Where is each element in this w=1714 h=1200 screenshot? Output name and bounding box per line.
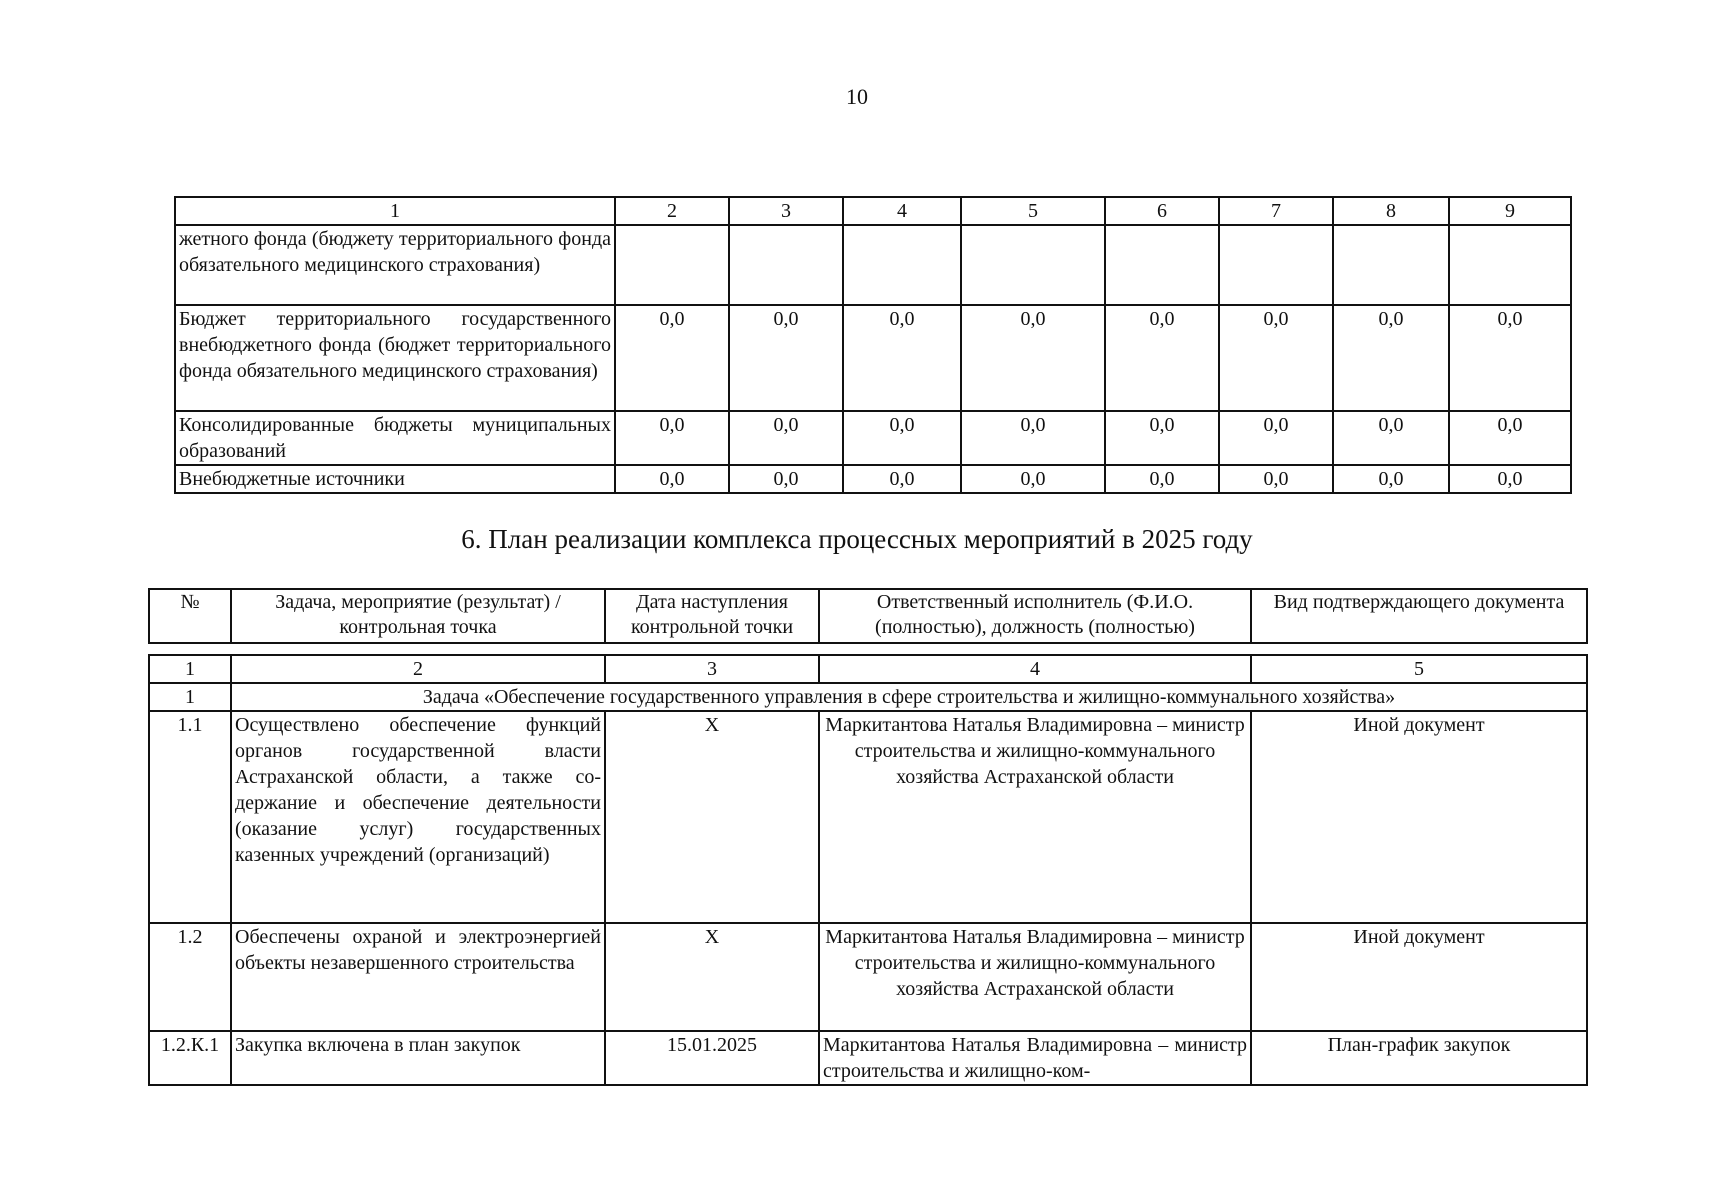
table-row xyxy=(175,225,1571,305)
table-row xyxy=(149,923,1587,1031)
column-number: 2 xyxy=(231,655,605,683)
funding-table xyxy=(174,196,1572,494)
value-cell: 0,0 xyxy=(1105,305,1219,411)
responsible-executor: Маркитантова Наталья Владимировна – министр строительства и жилищно-коммунального хозяйства Астраханской области xyxy=(819,923,1251,1031)
value-cell xyxy=(843,225,961,305)
activity-text: Закупка включена в план закупок xyxy=(231,1031,605,1085)
value-cell: 0,0 xyxy=(1105,465,1219,493)
value-cell: 0,0 xyxy=(1333,305,1449,411)
responsible-executor: Маркитантова Наталья Владимировна – министр строительства и жилищно-ком- xyxy=(819,1031,1251,1085)
value-cell: 0,0 xyxy=(1333,465,1449,493)
value-cell xyxy=(961,225,1105,305)
header-cell: 7 xyxy=(1219,197,1333,225)
value-cell: 0,0 xyxy=(843,465,961,493)
header-cell: № xyxy=(149,589,231,643)
column-number: 3 xyxy=(605,655,819,683)
header-cell: 4 xyxy=(843,197,961,225)
value-cell: 0,0 xyxy=(729,465,843,493)
row-number: 1.2 xyxy=(149,923,231,1031)
table-row xyxy=(175,411,1571,465)
header-cell: 2 xyxy=(615,197,729,225)
table-row xyxy=(175,305,1571,411)
row-label: Бюджет территориального государственного внебюджетного фонда (бюджет территориального фонда обязательного медицинского страхования) xyxy=(175,305,615,411)
value-cell: 0,0 xyxy=(961,465,1105,493)
column-number: 1 xyxy=(149,655,231,683)
header-cell: Задача, мероприятие (результат) / контрольная точка xyxy=(231,589,605,643)
column-number-row xyxy=(149,655,1587,683)
value-cell: 0,0 xyxy=(961,411,1105,465)
row-label: жетного фонда (бюджету территориального фонда обязательного медицинского страхования) xyxy=(175,225,615,305)
row-number: 1.1 xyxy=(149,711,231,923)
value-cell xyxy=(729,225,843,305)
value-cell xyxy=(1105,225,1219,305)
funding-header-row xyxy=(175,197,1571,225)
document-type: Иной документ xyxy=(1251,923,1587,1031)
value-cell xyxy=(1219,225,1333,305)
value-cell: 0,0 xyxy=(1449,411,1571,465)
value-cell xyxy=(1449,225,1571,305)
value-cell: 0,0 xyxy=(615,411,729,465)
task-title: Задача «Обеспечение государственного управления в сфере строительства и жилищно-коммунального хозяйства» xyxy=(231,683,1587,711)
value-cell: 0,0 xyxy=(729,411,843,465)
header-cell: 9 xyxy=(1449,197,1571,225)
value-cell: 0,0 xyxy=(1449,305,1571,411)
table-row xyxy=(149,1031,1587,1085)
value-cell: 0,0 xyxy=(843,411,961,465)
activity-text: Обеспечены охраной и электроэнергией объекты незавершенного строительства xyxy=(231,923,605,1031)
plan-table xyxy=(148,654,1588,1086)
value-cell: 0,0 xyxy=(729,305,843,411)
value-cell: 0,0 xyxy=(1219,411,1333,465)
header-cell: 6 xyxy=(1105,197,1219,225)
table-row xyxy=(175,465,1571,493)
document-type: Иной документ xyxy=(1251,711,1587,923)
header-cell: 3 xyxy=(729,197,843,225)
plan-table-header xyxy=(148,588,1588,644)
value-cell: 0,0 xyxy=(1105,411,1219,465)
section-title: 6. План реализации комплекса процессных мероприятий в 2025 году xyxy=(461,524,1253,554)
responsible-executor: Маркитантова Наталья Владимировна – министр строительства и жилищно-коммунального хозяйства Астраханской области xyxy=(819,711,1251,923)
row-number: 1.2.К.1 xyxy=(149,1031,231,1085)
header-cell: 1 xyxy=(175,197,615,225)
value-cell xyxy=(615,225,729,305)
value-cell: 0,0 xyxy=(961,305,1105,411)
header-cell: Вид подтверждающего документа xyxy=(1251,589,1587,643)
column-number: 5 xyxy=(1251,655,1587,683)
value-cell: 0,0 xyxy=(1449,465,1571,493)
control-date: X xyxy=(605,711,819,923)
row-label: Внебюджетные источники xyxy=(175,465,615,493)
document-type: План-график закупок xyxy=(1251,1031,1587,1085)
value-cell: 0,0 xyxy=(1219,465,1333,493)
column-number: 4 xyxy=(819,655,1251,683)
task-row xyxy=(149,683,1587,711)
header-cell: Ответственный исполнитель (Ф.И.О. (полностью), должность (полностью) xyxy=(819,589,1251,643)
value-cell: 0,0 xyxy=(843,305,961,411)
plan-header-row xyxy=(149,589,1587,643)
value-cell xyxy=(1333,225,1449,305)
header-cell: 5 xyxy=(961,197,1105,225)
activity-text: Осуществлено обеспечение функций органов государственной власти Астраханской области, а также содержание и обеспечение деятельности (оказание услуг) государственных казенных учреждений (организаций) xyxy=(231,711,605,923)
task-number: 1 xyxy=(149,683,231,711)
header-cell: 8 xyxy=(1333,197,1449,225)
page-number: 10 xyxy=(846,84,868,109)
control-date: 15.01.2025 xyxy=(605,1031,819,1085)
table-row xyxy=(149,711,1587,923)
value-cell: 0,0 xyxy=(615,465,729,493)
header-cell: Дата наступления контрольной точки xyxy=(605,589,819,643)
row-label: Консолидированные бюджеты муниципальных образований xyxy=(175,411,615,465)
control-date: X xyxy=(605,923,819,1031)
value-cell: 0,0 xyxy=(615,305,729,411)
value-cell: 0,0 xyxy=(1333,411,1449,465)
value-cell: 0,0 xyxy=(1219,305,1333,411)
